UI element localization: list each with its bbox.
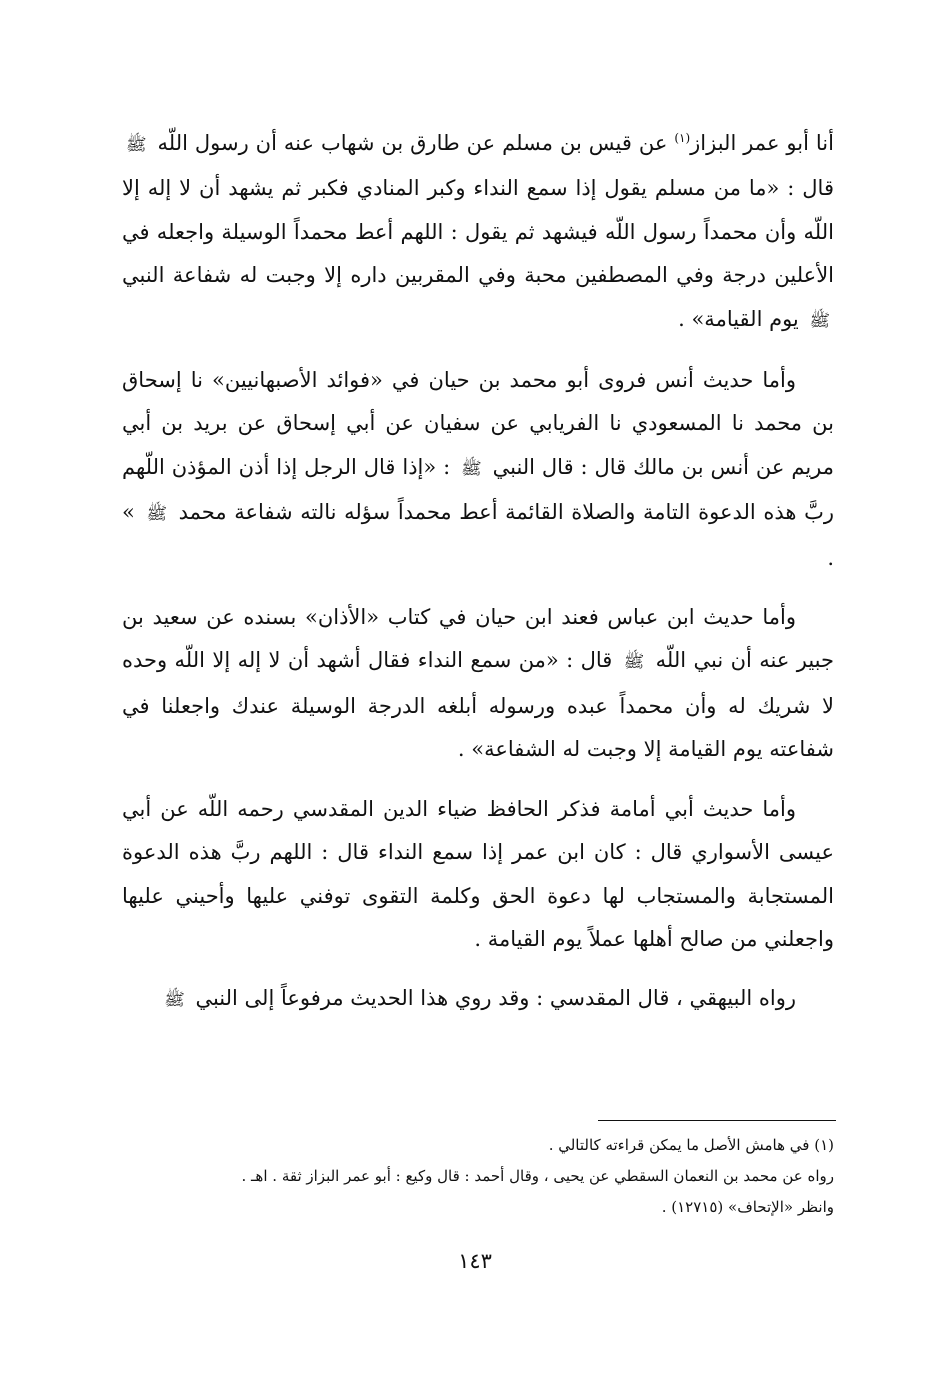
footnote-separator (598, 1120, 836, 1121)
footnote-line: رواه عن محمد بن النعمان السقطي عن يحيى ، وقال أحمد : قال وكيع : أبو عمر البزاز ثقة . اهـ . (241, 1167, 834, 1185)
text-run: قال : «من سمع النداء فقال أشهد أن لا إله إلا اللّه وحده لا شريك له وأن محمداً عبده ورسوله أبلغه الدرجة الوسيلة عندك واجعلنا في شفاعته يوم القيامة إلا وجبت له الشفاعة» . (122, 648, 834, 762)
paragraph (122, 122, 834, 343)
footnote-line: (١) في هامش الأصل ما يمكن قراءته كالتالي . (548, 1136, 834, 1154)
text-run: وأما حديث أبي أمامة فذكر الحافظ ضياء الدين المقدسي رحمه اللّه عن أبي عيسى الأسواري قال : كان ابن عمر إذا سمع النداء قال : اللهم ربَّ هذه الدعوة المستجابة والمستجاب لها دعوة الحق وكلمة التقوى توفني عليها وأحيني عليها واجعلني من صالح أهلها عملاً يوم القيامة . (122, 796, 834, 951)
main-text (122, 122, 834, 1039)
text-run: أنا أبو عمر البزاز (690, 131, 834, 155)
salutation-glyph: ﷺ (461, 458, 482, 479)
text-run: يوم القيامة» . (678, 306, 806, 331)
footnote-line: وانظر «الإتحاف» (١٢٧١٥) . (661, 1198, 834, 1216)
page-number: ١٤٣ (458, 1249, 492, 1273)
paragraph (122, 359, 834, 580)
paragraph (122, 977, 834, 1022)
text-run: : «إذا قال الرجل إذا أذن المؤذن اللّهم ربَّ هذه الدعوة التامة والصلاة القائمة أعط محمداً سؤله نالته شفاعة محمد (122, 454, 834, 525)
footnote-marker: (١) (674, 131, 691, 145)
paragraph (122, 596, 834, 772)
salutation-glyph: ﷺ (164, 990, 185, 1011)
text-run: عن قيس بن مسلم عن طارق بن شهاب عنه أن رسول اللّه (150, 131, 675, 155)
text-run: رواه البيهقي ، قال المقدسي : وقد روي هذا الحديث مرفوعاً إلى النبي (188, 986, 796, 1011)
text-run: قال : «ما من مسلم يقول إذا سمع النداء وكبر المنادي فكبر ثم يشهد أن لا إله إلا اللّه وأن محمداً رسول اللّه فيشهد ثم يقول : اللهم أعط محمداً الوسيلة واجعله في الأعلين درجة وفي المصطفين محبة وفي المقربين داره إلا وجبت له شفاعة النبي (122, 176, 834, 288)
salutation-glyph: ﷺ (126, 135, 147, 155)
salutation-glyph: ﷺ (146, 504, 168, 525)
paragraph (122, 788, 834, 962)
text-run: وأما حديث أنس فروى أبو محمد بن حيان في «فوائد الأصبهانيين» نا إسحاق بن محمد نا المسعودي نا الفريابي عن سفيان عن أبي إسحاق عن بريد بن أبي مريم عن أنس بن مالك قال : قال النبي (122, 368, 834, 479)
footnotes (122, 1130, 834, 1223)
salutation-glyph: ﷺ (623, 652, 645, 673)
text-run: » . (122, 500, 834, 570)
salutation-glyph: ﷺ (809, 310, 830, 331)
text-run: وأما حديث ابن عباس فعند ابن حيان في كتاب «الأذان» بسنده عن سعيد بن جبير عنه أن نبي اللّه (122, 605, 834, 673)
